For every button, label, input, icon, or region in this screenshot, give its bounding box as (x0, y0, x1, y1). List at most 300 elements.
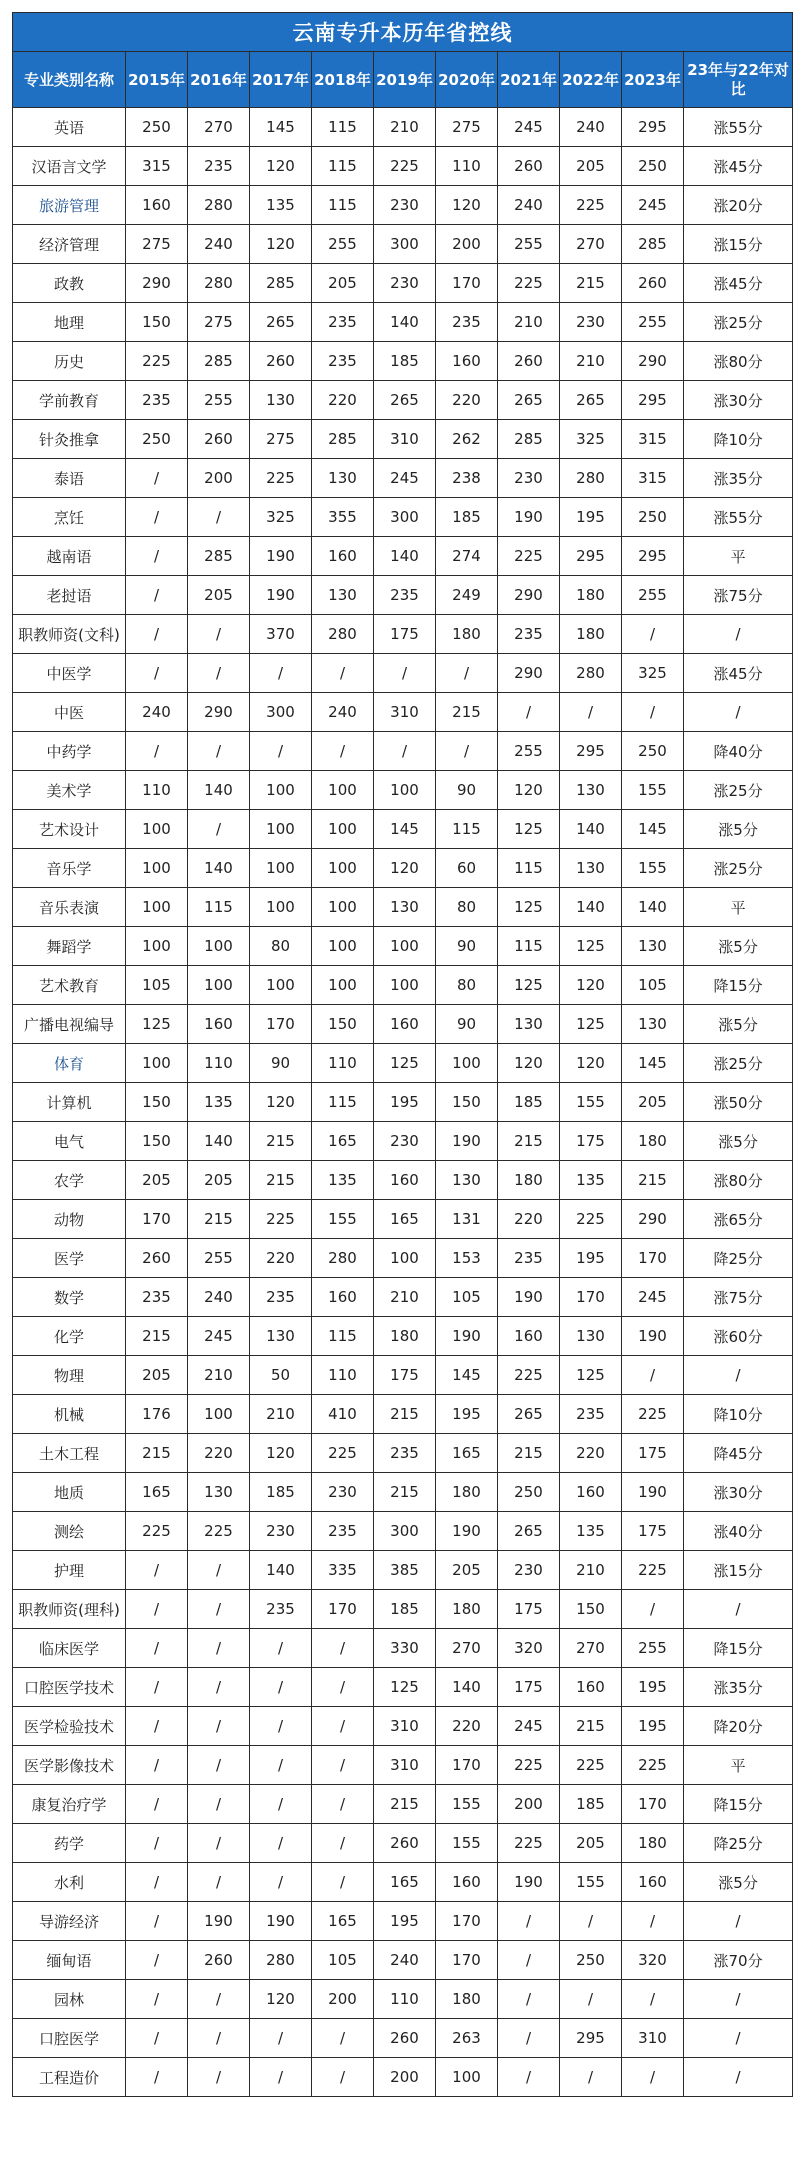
score-cell: 215 (250, 1122, 312, 1161)
score-cell: 90 (436, 1005, 498, 1044)
score-cell: 235 (126, 1278, 188, 1317)
score-cell: 190 (498, 498, 560, 537)
table-row (13, 1044, 793, 1083)
score-cell: / (312, 1863, 374, 1902)
score-cell: 125 (498, 810, 560, 849)
score-cell: 220 (560, 1434, 622, 1473)
score-cell: / (250, 2058, 312, 2097)
score-cell: 235 (374, 576, 436, 615)
score-cell: 205 (188, 576, 250, 615)
score-cell: 260 (622, 264, 684, 303)
score-cell: 100 (312, 810, 374, 849)
score-cell: 185 (374, 342, 436, 381)
score-cell: 290 (498, 654, 560, 693)
score-cell: 145 (622, 810, 684, 849)
score-cell: / (312, 1668, 374, 1707)
score-cell: 240 (126, 693, 188, 732)
score-cell: / (126, 576, 188, 615)
score-cell: / (622, 693, 684, 732)
score-cell: 135 (250, 186, 312, 225)
table-row (13, 654, 793, 693)
major-name-cell: 广播电视编导 (13, 1005, 126, 1044)
score-cell: 235 (560, 1395, 622, 1434)
comparison-cell: / (684, 1902, 793, 1941)
score-cell: / (126, 1668, 188, 1707)
score-cell: 165 (126, 1473, 188, 1512)
score-cell: 150 (436, 1083, 498, 1122)
score-cell: 125 (374, 1668, 436, 1707)
major-name-cell: 经济管理 (13, 225, 126, 264)
score-cell: 195 (560, 498, 622, 537)
score-cell: 385 (374, 1551, 436, 1590)
score-cell: 160 (436, 342, 498, 381)
score-cell: 153 (436, 1239, 498, 1278)
score-cell: 80 (436, 966, 498, 1005)
score-cell: 200 (498, 1785, 560, 1824)
score-cell: / (126, 1824, 188, 1863)
score-cell: 90 (250, 1044, 312, 1083)
comparison-cell: / (684, 693, 793, 732)
score-cell: 200 (374, 2058, 436, 2097)
table-row (13, 420, 793, 459)
score-cell: / (188, 1551, 250, 1590)
score-cell: 275 (250, 420, 312, 459)
score-cell: 175 (622, 1512, 684, 1551)
table-row (13, 1005, 793, 1044)
score-cell: / (126, 498, 188, 537)
score-cell: 195 (622, 1707, 684, 1746)
table-row (13, 1785, 793, 1824)
score-cell: 255 (312, 225, 374, 264)
major-name-cell: 旅游管理 (13, 186, 126, 225)
score-cell: 325 (560, 420, 622, 459)
score-cell: / (312, 2058, 374, 2097)
score-cell: 238 (436, 459, 498, 498)
score-cell: 190 (622, 1317, 684, 1356)
score-cell: 265 (498, 1395, 560, 1434)
score-cell: / (126, 459, 188, 498)
score-cell: 130 (560, 771, 622, 810)
score-cell: / (126, 1941, 188, 1980)
score-cell: 125 (498, 888, 560, 927)
score-cell: 285 (250, 264, 312, 303)
comparison-cell: 平 (684, 888, 793, 927)
score-cell: 160 (126, 186, 188, 225)
score-cell: 170 (126, 1200, 188, 1239)
score-cell: 140 (250, 1551, 312, 1590)
score-cell: / (622, 615, 684, 654)
score-cell: 170 (250, 1005, 312, 1044)
table-row (13, 1746, 793, 1785)
score-cell: 185 (436, 498, 498, 537)
score-cell: 100 (250, 771, 312, 810)
comparison-cell: 涨25分 (684, 771, 793, 810)
comparison-cell: 涨25分 (684, 1044, 793, 1083)
score-cell: 260 (250, 342, 312, 381)
comparison-cell: 涨35分 (684, 459, 793, 498)
score-cell: 180 (436, 1590, 498, 1629)
score-cell: 205 (312, 264, 374, 303)
score-cell: 270 (188, 108, 250, 147)
score-cell: 215 (188, 1200, 250, 1239)
comparison-cell: / (684, 1356, 793, 1395)
score-cell: / (312, 732, 374, 771)
score-cell: 265 (374, 381, 436, 420)
comparison-cell: 涨65分 (684, 1200, 793, 1239)
score-cell: / (560, 693, 622, 732)
score-cell: 260 (188, 420, 250, 459)
score-cell: 90 (436, 927, 498, 966)
score-cell: 320 (498, 1629, 560, 1668)
major-name-cell: 康复治疗学 (13, 1785, 126, 1824)
score-cell: / (126, 1551, 188, 1590)
score-cell: / (312, 1785, 374, 1824)
major-name-cell: 针灸推拿 (13, 420, 126, 459)
header-year: 2016年 (188, 52, 250, 108)
major-name-cell: 学前教育 (13, 381, 126, 420)
table-row (13, 615, 793, 654)
comparison-cell: / (684, 1980, 793, 2019)
score-cell: 130 (312, 576, 374, 615)
score-cell: / (188, 498, 250, 537)
table-row (13, 1902, 793, 1941)
score-cell: 100 (250, 849, 312, 888)
score-cell: 155 (560, 1863, 622, 1902)
score-cell: 135 (188, 1083, 250, 1122)
comparison-cell: 涨50分 (684, 1083, 793, 1122)
score-cell: / (126, 537, 188, 576)
major-name-cell: 数学 (13, 1278, 126, 1317)
score-cell: 100 (374, 1239, 436, 1278)
score-cell: 145 (436, 1356, 498, 1395)
score-cell: 190 (250, 537, 312, 576)
score-cell: 225 (498, 1356, 560, 1395)
score-cell: 125 (560, 1356, 622, 1395)
comparison-cell: 降10分 (684, 420, 793, 459)
table-row (13, 693, 793, 732)
score-cell: 180 (622, 1824, 684, 1863)
major-name-cell: 体育 (13, 1044, 126, 1083)
score-cell: 130 (250, 1317, 312, 1356)
major-name-cell: 土木工程 (13, 1434, 126, 1473)
score-cell: 260 (374, 2019, 436, 2058)
comparison-cell: 降40分 (684, 732, 793, 771)
score-cell: 240 (188, 1278, 250, 1317)
score-cell: 135 (560, 1512, 622, 1551)
table-row (13, 186, 793, 225)
score-cell: 130 (622, 1005, 684, 1044)
score-cell: 185 (250, 1473, 312, 1512)
score-cell: 105 (436, 1278, 498, 1317)
score-cell: 195 (374, 1083, 436, 1122)
comparison-cell: 涨5分 (684, 1863, 793, 1902)
table-row (13, 381, 793, 420)
major-name-cell: 职教师资(文科) (13, 615, 126, 654)
table-row (13, 576, 793, 615)
score-cell: 155 (436, 1785, 498, 1824)
score-cell: 200 (312, 1980, 374, 2019)
score-cell: / (312, 1707, 374, 1746)
score-cell: 170 (436, 1902, 498, 1941)
score-cell: 110 (436, 147, 498, 186)
comparison-cell: 降15分 (684, 1629, 793, 1668)
score-cell: 165 (312, 1902, 374, 1941)
score-cell: / (188, 654, 250, 693)
score-cell: 225 (374, 147, 436, 186)
score-cell: 230 (374, 186, 436, 225)
score-cell: 315 (622, 459, 684, 498)
table-row (13, 2019, 793, 2058)
score-cell: 160 (312, 1278, 374, 1317)
score-cell: 170 (622, 1785, 684, 1824)
major-name-cell: 电气 (13, 1122, 126, 1161)
score-cell: 135 (312, 1161, 374, 1200)
table-row (13, 1590, 793, 1629)
score-cell: / (560, 2058, 622, 2097)
score-cell: / (126, 1863, 188, 1902)
score-cell: 310 (374, 1707, 436, 1746)
score-cell: / (498, 2019, 560, 2058)
score-cell: 370 (250, 615, 312, 654)
score-cell: 100 (126, 888, 188, 927)
score-cell: 255 (622, 303, 684, 342)
score-cell: 160 (188, 1005, 250, 1044)
score-cell: 100 (126, 849, 188, 888)
major-name-cell: 园林 (13, 1980, 126, 2019)
table-row (13, 1395, 793, 1434)
score-cell: 230 (250, 1512, 312, 1551)
major-name-cell: 越南语 (13, 537, 126, 576)
comparison-cell: 降45分 (684, 1434, 793, 1473)
score-cell: 220 (436, 1707, 498, 1746)
score-cell: 265 (498, 1512, 560, 1551)
score-cell: 120 (374, 849, 436, 888)
score-cell: 240 (188, 225, 250, 264)
score-cell: 300 (374, 1512, 436, 1551)
score-cell: 100 (188, 927, 250, 966)
score-cell: / (250, 1746, 312, 1785)
comparison-cell: 涨60分 (684, 1317, 793, 1356)
table-row (13, 459, 793, 498)
score-cell: 280 (188, 186, 250, 225)
score-cell: 190 (622, 1473, 684, 1512)
score-cell: / (188, 2019, 250, 2058)
table-row (13, 849, 793, 888)
score-cell: 131 (436, 1200, 498, 1239)
score-cell: 235 (188, 147, 250, 186)
score-cell: 170 (560, 1278, 622, 1317)
table-row (13, 771, 793, 810)
score-cell: 235 (312, 303, 374, 342)
score-cell: 180 (374, 1317, 436, 1356)
score-cell: 235 (250, 1278, 312, 1317)
score-cell: 215 (126, 1317, 188, 1356)
score-cell: 150 (126, 1122, 188, 1161)
score-cell: / (250, 1629, 312, 1668)
score-cell: 100 (250, 810, 312, 849)
major-name-cell: 地质 (13, 1473, 126, 1512)
score-cell: / (622, 1902, 684, 1941)
score-cell: 165 (312, 1122, 374, 1161)
score-cell: 175 (374, 1356, 436, 1395)
comparison-cell: 涨25分 (684, 849, 793, 888)
score-cell: 235 (250, 1590, 312, 1629)
score-cell: 260 (498, 342, 560, 381)
score-cell: 60 (436, 849, 498, 888)
score-cell: 265 (498, 381, 560, 420)
score-cell: 170 (312, 1590, 374, 1629)
comparison-cell: 降20分 (684, 1707, 793, 1746)
comparison-cell: / (684, 2058, 793, 2097)
major-name-cell: 药学 (13, 1824, 126, 1863)
header-year: 2019年 (374, 52, 436, 108)
score-cell: 50 (250, 1356, 312, 1395)
major-name-cell: 英语 (13, 108, 126, 147)
score-cell: 285 (188, 342, 250, 381)
score-cell: 105 (312, 1941, 374, 1980)
score-cell: / (374, 732, 436, 771)
score-cell: 245 (498, 108, 560, 147)
score-cell: 320 (622, 1941, 684, 1980)
score-cell: 160 (374, 1161, 436, 1200)
score-cell: 180 (560, 615, 622, 654)
score-cell: 205 (436, 1551, 498, 1590)
major-name-cell: 医学影像技术 (13, 1746, 126, 1785)
score-table (12, 12, 793, 2097)
score-cell: / (188, 1980, 250, 2019)
score-cell: 215 (498, 1122, 560, 1161)
score-cell: / (126, 1785, 188, 1824)
score-cell: / (188, 1824, 250, 1863)
score-cell: / (622, 1590, 684, 1629)
major-name-cell: 历史 (13, 342, 126, 381)
score-cell: 215 (436, 693, 498, 732)
major-name-cell: 泰语 (13, 459, 126, 498)
score-cell: 330 (374, 1629, 436, 1668)
score-cell: 210 (498, 303, 560, 342)
score-cell: 205 (126, 1356, 188, 1395)
table-row (13, 1473, 793, 1512)
major-name-cell: 导游经济 (13, 1902, 126, 1941)
score-cell: 150 (126, 303, 188, 342)
score-cell: 225 (498, 537, 560, 576)
score-cell: 145 (374, 810, 436, 849)
score-cell: 275 (188, 303, 250, 342)
comparison-cell: 涨75分 (684, 576, 793, 615)
table-row (13, 1668, 793, 1707)
score-cell: / (188, 810, 250, 849)
table-row (13, 147, 793, 186)
score-cell: 120 (250, 1434, 312, 1473)
score-cell: 265 (250, 303, 312, 342)
score-cell: 290 (622, 1200, 684, 1239)
table-row (13, 1824, 793, 1863)
score-cell: 225 (126, 342, 188, 381)
score-cell: 120 (250, 1980, 312, 2019)
comparison-cell: 涨45分 (684, 147, 793, 186)
major-name-cell: 物理 (13, 1356, 126, 1395)
score-cell: / (312, 1746, 374, 1785)
score-cell: 265 (560, 381, 622, 420)
header-year: 2022年 (560, 52, 622, 108)
score-cell: 290 (622, 342, 684, 381)
score-cell: 240 (374, 1941, 436, 1980)
comparison-cell: / (684, 1590, 793, 1629)
score-cell: / (126, 2019, 188, 2058)
score-cell: 175 (374, 615, 436, 654)
comparison-cell: 涨75分 (684, 1278, 793, 1317)
major-name-cell: 计算机 (13, 1083, 126, 1122)
major-name-cell: 机械 (13, 1395, 126, 1434)
comparison-cell: 涨80分 (684, 342, 793, 381)
score-cell: 160 (560, 1473, 622, 1512)
score-cell: / (312, 2019, 374, 2058)
header-row (13, 52, 793, 108)
score-cell: 250 (126, 108, 188, 147)
score-cell: 295 (622, 381, 684, 420)
comparison-cell: 涨5分 (684, 1122, 793, 1161)
score-cell: 130 (436, 1161, 498, 1200)
score-cell: / (250, 1824, 312, 1863)
major-name-cell: 音乐表演 (13, 888, 126, 927)
major-name-cell: 工程造价 (13, 2058, 126, 2097)
table-row (13, 1239, 793, 1278)
score-cell: 220 (498, 1200, 560, 1239)
score-cell: / (188, 1590, 250, 1629)
header-comparison: 23年与22年对比 (684, 52, 793, 108)
score-cell: 215 (126, 1434, 188, 1473)
score-cell: 140 (188, 849, 250, 888)
table-row (13, 1122, 793, 1161)
score-cell: 100 (312, 927, 374, 966)
comparison-cell: 降25分 (684, 1239, 793, 1278)
score-cell: 155 (312, 1200, 374, 1239)
score-cell: 250 (622, 498, 684, 537)
score-cell: 280 (312, 615, 374, 654)
score-cell: / (188, 615, 250, 654)
score-cell: / (188, 2058, 250, 2097)
score-cell: 160 (498, 1317, 560, 1356)
comparison-cell: 涨15分 (684, 225, 793, 264)
table-row (13, 1317, 793, 1356)
score-cell: 170 (436, 1746, 498, 1785)
score-cell: 195 (374, 1902, 436, 1941)
score-cell: 280 (188, 264, 250, 303)
score-cell: 110 (312, 1044, 374, 1083)
score-cell: 115 (312, 108, 374, 147)
score-cell: / (250, 1785, 312, 1824)
score-cell: 240 (560, 108, 622, 147)
comparison-cell: 涨30分 (684, 1473, 793, 1512)
comparison-cell: 涨5分 (684, 927, 793, 966)
score-cell: 310 (622, 2019, 684, 2058)
score-cell: 190 (250, 1902, 312, 1941)
score-cell: 280 (560, 654, 622, 693)
score-cell: 225 (250, 459, 312, 498)
score-cell: 110 (374, 1980, 436, 2019)
score-cell: 110 (126, 771, 188, 810)
score-cell: 235 (312, 1512, 374, 1551)
score-cell: 255 (622, 1629, 684, 1668)
score-cell: 100 (374, 927, 436, 966)
score-cell: 115 (312, 1083, 374, 1122)
table-row (13, 1863, 793, 1902)
score-cell: 110 (312, 1356, 374, 1395)
score-cell: / (560, 1902, 622, 1941)
score-cell: 190 (498, 1863, 560, 1902)
score-cell: 315 (126, 147, 188, 186)
score-cell: 185 (560, 1785, 622, 1824)
